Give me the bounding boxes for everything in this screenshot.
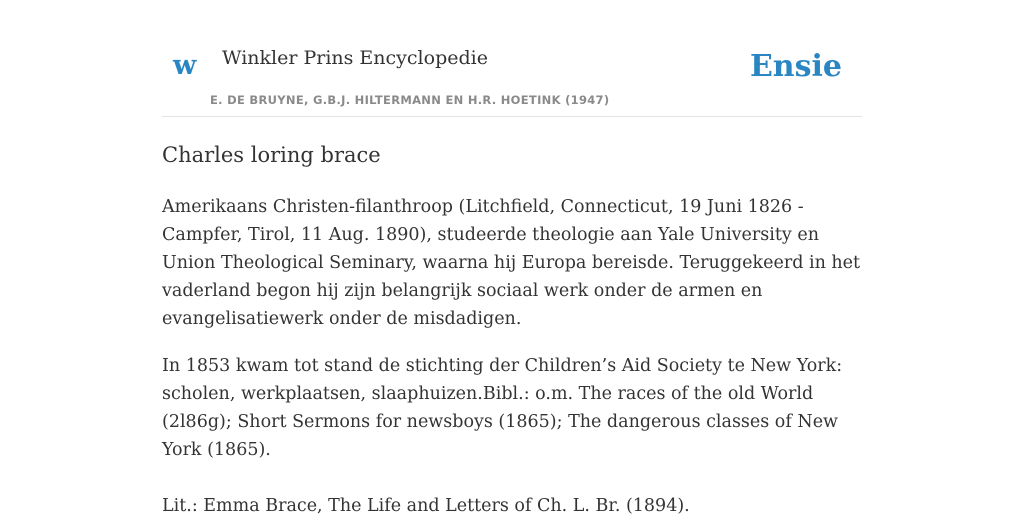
article-paragraph: In 1853 kwam tot stand de stichting der Children’s Aid Society te New York: scholen, werkplaatsen, slaaphuizen.Bibl.: o.m. The races of the old World (2l86g); Short Sermons for newsboys (1865); The dangerous classes of New York (1865). [162, 356, 843, 460]
ensie-logo-link[interactable]: Ensie [749, 49, 842, 84]
article-paragraph: Amerikaans Christen-filanthroop (Litchfield, Connecticut, 19 Juni 1826 - Campfer, Tirol, 11 Aug. 1890), studeerde theologie aan Yale University en Union Theological Seminary, waarna hij Europa bereisde. Teruggekeerd in het vaderland begon hij zijn belangrijk sociaal werk onder de armen en evangelisatiewerk onder de misdadigen. [162, 197, 861, 329]
site-header [162, 0, 862, 117]
article-title: Charles loring brace [162, 143, 381, 167]
source-title[interactable]: Winkler Prins Encyclopedie [222, 47, 488, 69]
literature-reference: Lit.: Emma Brace, The Life and Letters of Ch. L. Br. (1894). [162, 496, 690, 516]
winkler-prins-logo[interactable]: w [173, 50, 197, 81]
article [162, 140, 862, 520]
source-authors: E. DE BRUYNE, G.B.J. HILTERMANN EN H.R. HOETINK (1947) [210, 93, 610, 107]
